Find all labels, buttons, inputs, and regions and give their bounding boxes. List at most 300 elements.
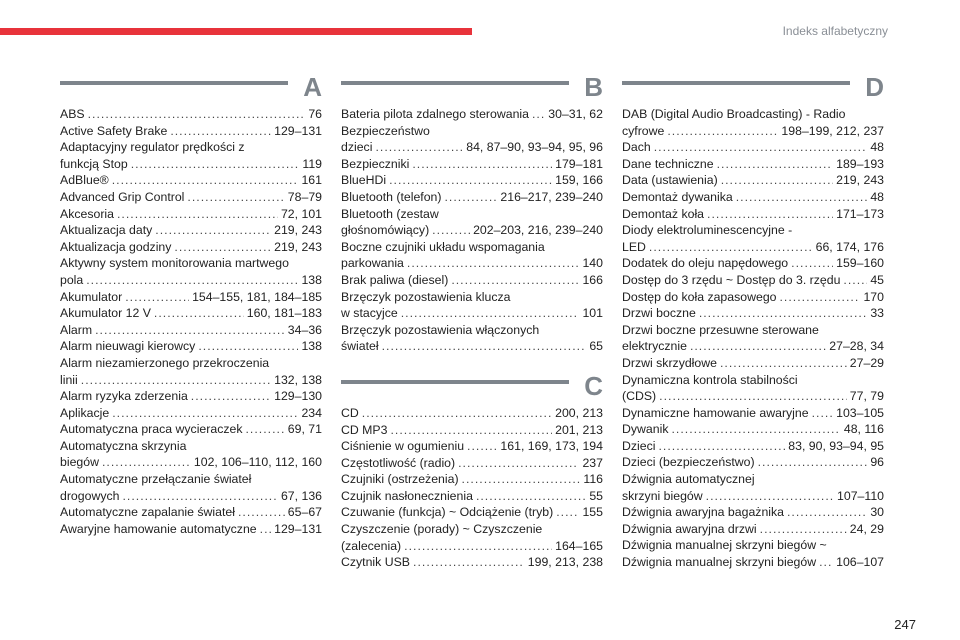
index-term: parkowania: [341, 256, 404, 271]
index-term: Dźwignia awaryjna bagażnika: [622, 505, 784, 520]
page-references: 55: [589, 488, 603, 503]
index-entry: [622, 504, 884, 521]
dot-leader: [812, 405, 834, 422]
page-references: 160, 181–183: [246, 306, 322, 321]
index-entry-line: [622, 488, 884, 505]
index-entry: [60, 289, 322, 306]
index-entry: [60, 172, 322, 189]
dot-leader: [787, 504, 867, 521]
dot-leader: [671, 421, 840, 438]
page-references: 171–173: [836, 206, 884, 221]
page-references: 234: [301, 405, 322, 420]
section-divider: [341, 81, 569, 85]
dot-leader: [375, 139, 463, 156]
dot-leader: [407, 255, 580, 272]
dot-leader: [112, 172, 299, 189]
dot-leader: [238, 504, 285, 521]
dot-leader: [125, 289, 189, 306]
dot-leader: [102, 454, 191, 471]
index-entry: [622, 305, 884, 322]
dot-leader: [117, 206, 278, 223]
index-entry: [622, 189, 884, 206]
page-references: 67, 136: [280, 488, 322, 503]
index-entry-line: [341, 272, 603, 289]
index-term-line: Brzęczyk pozostawienia włączonych: [341, 322, 540, 337]
dot-leader: [191, 388, 271, 405]
page-references: 155: [582, 505, 603, 520]
index-entry: [341, 289, 603, 322]
dot-leader: [174, 239, 271, 256]
index-entry-line: [60, 189, 322, 206]
page-references: 201, 213: [555, 422, 603, 437]
index-entry: [60, 106, 322, 123]
page-references: 219, 243: [836, 173, 884, 188]
index-entry: [341, 455, 603, 472]
index-term: Czytnik USB: [341, 555, 411, 570]
dot-leader: [720, 355, 847, 372]
page-references: 132, 138: [274, 372, 322, 387]
index-entry: [60, 322, 322, 339]
index-entry-line: [341, 438, 603, 455]
index-entry-line: [341, 156, 603, 173]
page-references: 138: [301, 272, 322, 287]
index-entry-line: [341, 488, 603, 505]
index-term: Czuwanie (funkcja) ~ Odciążenie (tryb): [341, 505, 554, 520]
page-references: 48: [870, 189, 884, 204]
index-term-line: Drzwi boczne przesuwne sterowane: [622, 322, 819, 337]
page-references: 34–36: [287, 322, 322, 337]
index-entry: [60, 189, 322, 206]
page-references: 24, 29: [849, 521, 884, 536]
index-entry-line: [622, 554, 884, 571]
index-entry: [622, 521, 884, 538]
dot-leader: [458, 455, 579, 472]
index-entry-line: [341, 538, 603, 555]
index-entry-line: [622, 139, 884, 156]
index-entry-line: [622, 272, 884, 289]
index-term: Awaryjne hamowanie automatyczne: [60, 521, 257, 536]
index-entry-line: [60, 106, 322, 123]
index-term: Data (ustawienia): [622, 173, 718, 188]
index-term: BlueHDi: [341, 173, 387, 188]
page-references: 103–105: [836, 405, 884, 420]
index-term-line: Automatyczne przełączanie świateł: [60, 472, 252, 487]
index-term: Alarm ryzyka zderzenia: [60, 389, 188, 404]
page-references: 106–107: [836, 555, 884, 570]
dot-leader: [760, 521, 847, 538]
index-term: drogowych: [60, 488, 120, 503]
index-entry-line: [60, 239, 322, 256]
page-number: 247: [894, 617, 916, 632]
index-term: Akumulator 12 V: [60, 306, 151, 321]
dot-leader: [556, 504, 579, 521]
index-entry-line: [622, 438, 884, 455]
index-term: Dźwignia manualnej skrzyni biegów: [622, 555, 817, 570]
index-entry-line: [341, 471, 603, 488]
index-term: biegów: [60, 455, 99, 470]
index-entry: [622, 471, 884, 504]
index-term-line: Czyszczenie (porady) ~ Czyszczenie: [341, 522, 543, 537]
index-term-line: Boczne czujniki układu wspomagania: [341, 239, 545, 254]
index-entry-line: [341, 172, 603, 189]
index-term: Aplikacje: [60, 405, 110, 420]
dot-leader: [667, 123, 778, 140]
index-term: Dzieci: [622, 438, 656, 453]
index-entry-line: [341, 554, 603, 571]
index-entry: [341, 123, 603, 156]
index-term: CD MP3: [341, 422, 388, 437]
dot-leader: [819, 554, 833, 571]
index-term: Akumulator: [60, 289, 123, 304]
page-references: 159–160: [836, 256, 884, 271]
page-references: 27–29: [849, 355, 884, 370]
index-entry: [341, 239, 603, 272]
index-term: Dane techniczne: [622, 156, 714, 171]
index-term: Aktualizacja daty: [60, 223, 153, 238]
index-entry-line: [341, 455, 603, 472]
index-term: Czujnik nasłonecznienia: [341, 488, 473, 503]
dot-leader: [649, 239, 813, 256]
index-entry-line: [60, 388, 322, 405]
index-entry-line: [341, 189, 603, 206]
index-term-line: Automatyczna skrzynia: [60, 438, 187, 453]
dot-leader: [154, 305, 244, 322]
dot-leader: [699, 305, 868, 322]
dot-leader: [462, 471, 581, 488]
index-term-line: DAB (Digital Audio Broadcasting) - Radio: [622, 107, 846, 121]
index-entry-line: [622, 355, 884, 372]
index-column-1: [60, 72, 322, 559]
page-references: 216–217, 239–240: [500, 189, 603, 204]
index-entry-line: [60, 488, 322, 505]
index-section: [341, 370, 603, 571]
index-term: Dzieci (bezpieczeństwo): [622, 455, 755, 470]
page-header-title: Indeks alfabetyczny: [782, 24, 888, 38]
index-term: w stacyjce: [341, 306, 398, 321]
index-entry: [622, 289, 884, 306]
dot-leader: [170, 123, 271, 140]
page-references: 219, 243: [274, 239, 322, 254]
dot-leader: [791, 255, 833, 272]
index-entry: [341, 504, 603, 521]
index-entry-line: [60, 405, 322, 422]
dot-leader: [736, 189, 868, 206]
page-references: 101: [582, 306, 603, 321]
index-term-line: Brzęczyk pozostawienia klucza: [341, 289, 511, 304]
index-term-line: Alarm niezamierzonego przekroczenia: [60, 355, 270, 370]
index-entry: [622, 438, 884, 455]
index-entry: [60, 305, 322, 322]
index-entry-line: [622, 454, 884, 471]
dot-leader: [390, 422, 552, 439]
index-entry-line: [622, 338, 884, 355]
index-term: funkcją Stop: [60, 156, 128, 171]
page-references: 200, 213: [555, 405, 603, 420]
index-term-line: Bezpieczeństwo: [341, 123, 430, 138]
page-references: 33: [870, 306, 884, 321]
index-section: [622, 72, 884, 571]
section-letter: D: [865, 72, 884, 102]
page-references: 237: [582, 455, 603, 470]
index-term: świateł: [341, 339, 379, 354]
index-entry-line: [622, 206, 884, 223]
index-entry: [60, 355, 322, 388]
page-references: 164–165: [555, 538, 603, 553]
page-references: 107–110: [837, 488, 884, 503]
dot-leader: [690, 338, 826, 355]
index-entry: [622, 139, 884, 156]
dot-leader: [654, 139, 868, 156]
index-entry: [622, 322, 884, 355]
page-references: 129–130: [274, 389, 322, 404]
page-references: 116: [583, 472, 603, 487]
page-references: 189–193: [836, 156, 884, 171]
index-entry-line: [60, 222, 322, 239]
index-entry: [622, 405, 884, 422]
index-entry-line: [60, 421, 322, 438]
dot-leader: [81, 372, 271, 389]
index-entry-line: [341, 504, 603, 521]
page-references: 179–181: [555, 156, 603, 171]
dot-leader: [404, 538, 552, 555]
dot-leader: [476, 488, 586, 505]
dot-leader: [382, 338, 587, 355]
index-entry-line: [622, 255, 884, 272]
index-column-2: [341, 72, 603, 593]
page-references: 48, 116: [843, 422, 884, 437]
page-references: 84, 87–90, 93–94, 95, 96: [466, 140, 603, 155]
index-term: Active Safety Brake: [60, 123, 168, 138]
page-references: 69, 71: [287, 422, 322, 437]
index-entry-line: [622, 305, 884, 322]
index-term-line: Dźwignia manualnej skrzyni biegów ~: [622, 538, 827, 553]
index-term: Bezpieczniki: [341, 156, 410, 171]
page-references: 166: [582, 272, 603, 287]
index-entry-line: [60, 504, 322, 521]
index-term: skrzyni biegów: [622, 488, 703, 503]
dot-leader: [843, 272, 867, 289]
index-entry: [341, 554, 603, 571]
index-term: głośnomówiący): [341, 223, 430, 238]
dot-leader: [131, 156, 300, 173]
page-references: 72, 101: [280, 206, 322, 221]
index-entry: [60, 521, 322, 538]
index-entry: [341, 438, 603, 455]
dot-leader: [659, 388, 847, 405]
page-references: 138: [301, 339, 322, 354]
page-references: 78–79: [287, 189, 322, 204]
index-term: Dźwignia awaryjna drzwi: [622, 521, 757, 536]
index-entry-line: [622, 156, 884, 173]
index-term: cyfrowe: [622, 123, 665, 138]
index-term: Automatyczna praca wycieraczek: [60, 422, 243, 437]
index-entry-line: [60, 454, 322, 471]
index-entry: [60, 255, 322, 288]
index-entry-line: [341, 222, 603, 239]
index-term-line: Dynamiczna kontrola stabilności: [622, 372, 798, 387]
dot-leader: [413, 554, 525, 571]
page-references: 129–131: [274, 123, 322, 138]
index-term: Dynamiczne hamowanie awaryjne: [622, 405, 809, 420]
page-references: 161: [301, 173, 322, 188]
dot-leader: [187, 189, 284, 206]
index-entry: [60, 206, 322, 223]
index-entry: [341, 322, 603, 355]
index-entry-line: [60, 206, 322, 223]
dot-leader: [780, 289, 861, 306]
dot-leader: [432, 222, 470, 239]
section-header: [341, 72, 603, 102]
index-entry-line: [341, 338, 603, 355]
index-entry-line: [622, 123, 884, 140]
index-entry: [341, 189, 603, 206]
index-entry-line: [622, 289, 884, 306]
dot-leader: [198, 338, 298, 355]
dot-leader: [467, 438, 497, 455]
dot-leader: [245, 421, 284, 438]
index-entry: [341, 422, 603, 439]
page-references: 65–67: [287, 505, 322, 520]
section-letter: A: [303, 72, 322, 102]
index-term: dzieci: [341, 140, 373, 155]
index-term: Częstotliwość (radio): [341, 455, 456, 470]
index-term: Dostęp do 3 rzędu ~ Dostęp do 3. rzędu: [622, 272, 841, 287]
index-entry-line: [622, 172, 884, 189]
dot-leader: [401, 305, 580, 322]
index-term: Advanced Grip Control: [60, 189, 185, 204]
index-entry: [60, 438, 322, 471]
dot-leader: [451, 272, 579, 289]
index-entry-line: [341, 305, 603, 322]
index-entry-line: [341, 405, 603, 422]
index-term: CD: [341, 405, 359, 420]
index-term: Drzwi boczne: [622, 306, 696, 321]
dot-leader: [658, 438, 785, 455]
index-entry-line: [60, 305, 322, 322]
index-term: elektrycznie: [622, 339, 687, 354]
page-references: 27–28, 34: [829, 339, 884, 354]
index-term: Dywanik: [622, 422, 669, 437]
dot-leader: [717, 156, 834, 173]
index-entry: [622, 222, 884, 255]
index-entry: [60, 338, 322, 355]
index-entry-line: [341, 106, 603, 123]
index-entry: [622, 372, 884, 405]
index-entry: [341, 106, 603, 123]
index-entry-line: [622, 405, 884, 422]
page-references: 76: [308, 107, 322, 121]
section-letter: B: [584, 72, 603, 102]
dot-leader: [389, 172, 552, 189]
index-entry: [60, 123, 322, 140]
index-term: Alarm nieuwagi kierowcy: [60, 339, 196, 354]
index-term: LED: [622, 239, 646, 254]
index-term: Ciśnienie w ogumieniu: [341, 439, 465, 454]
index-entry-line: [60, 338, 322, 355]
index-term: Dodatek do oleju napędowego: [622, 256, 789, 271]
index-entry: [341, 405, 603, 422]
index-entry: [341, 488, 603, 505]
index-entry: [341, 156, 603, 173]
index-entry: [622, 255, 884, 272]
page-references: 30: [870, 505, 884, 520]
index-entry: [60, 421, 322, 438]
index-term: Akcesoria: [60, 206, 114, 221]
page-references: 65: [589, 339, 603, 354]
page-references: 170: [863, 289, 884, 304]
index-entry-line: [60, 372, 322, 389]
index-entry: [622, 537, 884, 570]
index-term: (zalecenia): [341, 538, 402, 553]
index-term-line: Aktywny system monitorowania martwego: [60, 256, 289, 271]
dot-leader: [88, 106, 306, 123]
index-term: Bateria pilota zdalnego sterowania: [341, 107, 529, 121]
page-references: 219, 243: [274, 223, 322, 238]
index-term: Demontaż koła: [622, 206, 705, 221]
index-entry-line: [622, 521, 884, 538]
page-references: 159, 166: [555, 173, 603, 188]
index-entry-line: [341, 422, 603, 439]
dot-leader: [86, 272, 298, 289]
dot-leader: [112, 405, 298, 422]
page-references: 198–199, 212, 237: [781, 123, 884, 138]
index-entry-line: [60, 322, 322, 339]
index-term: (CDS): [622, 389, 657, 404]
page-references: 119: [302, 156, 322, 171]
dot-leader: [260, 521, 271, 538]
index-entry-line: [341, 139, 603, 156]
index-section: [60, 72, 322, 537]
dot-leader: [707, 206, 833, 223]
index-term: AdBlue®: [60, 173, 109, 188]
index-section: [341, 72, 603, 355]
index-entry: [60, 139, 322, 172]
index-entry: [622, 156, 884, 173]
dot-leader: [532, 106, 545, 123]
index-entry-line: [60, 172, 322, 189]
index-term-line: Bluetooth (zestaw: [341, 206, 439, 221]
index-entry-line: [622, 421, 884, 438]
index-term: Automatyczne zapalanie świateł: [60, 505, 235, 520]
index-entry: [622, 272, 884, 289]
dot-leader: [122, 488, 278, 505]
index-entry: [622, 454, 884, 471]
index-entry: [60, 388, 322, 405]
index-term: Aktualizacja godziny: [60, 239, 172, 254]
dot-leader: [445, 189, 498, 206]
index-entry-line: [60, 123, 322, 140]
index-entry-line: [60, 272, 322, 289]
section-header: [60, 72, 322, 102]
dot-leader: [758, 454, 868, 471]
section-divider: [60, 81, 288, 85]
index-term: Czujniki (ostrzeżenia): [341, 472, 459, 487]
index-term-line: Dźwignia automatycznej: [622, 472, 755, 487]
section-header: [622, 72, 884, 102]
section-letter: C: [584, 370, 603, 401]
page-references: 154–155, 181, 184–185: [192, 289, 322, 304]
dot-leader: [721, 172, 833, 189]
index-entry: [622, 421, 884, 438]
page-references: 199, 213, 238: [527, 555, 603, 570]
page-references: 48: [870, 140, 884, 155]
index-entry: [60, 239, 322, 256]
dot-leader: [95, 322, 285, 339]
index-entry-line: [622, 239, 884, 256]
index-term: Brak paliwa (diesel): [341, 272, 449, 287]
section-header: [341, 370, 603, 401]
index-entry: [60, 222, 322, 239]
